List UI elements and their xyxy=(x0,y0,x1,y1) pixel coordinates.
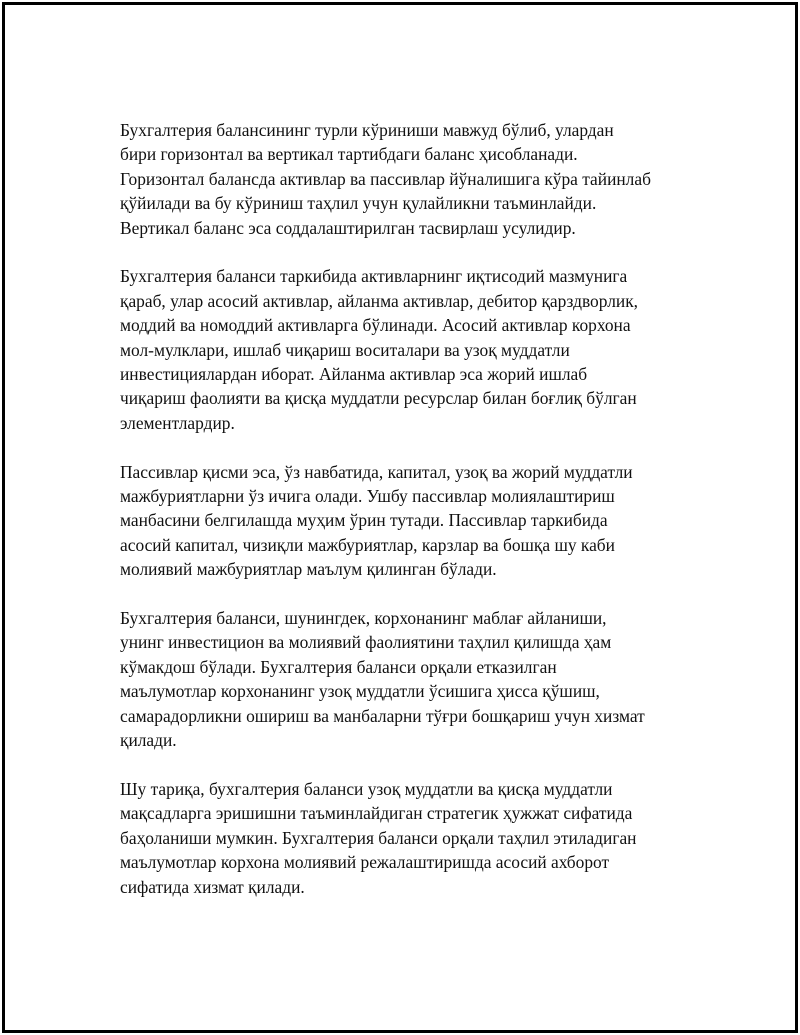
text-line: Бухгалтерия баланси таркибида активларнинг иқтисодий мазмунига xyxy=(120,266,628,287)
paragraph-1 xyxy=(120,118,700,240)
text-line: маълумотлар корхона молиявий режалаштиришда асосий ахборот xyxy=(120,852,610,873)
text-line: моддий ва номоддий активларга бўлинади. Асосий активлар корхона xyxy=(120,315,631,336)
text-line: Бухгалтерия баланси, шунингдек, корхонанинг маблағ айланиши, xyxy=(120,608,607,629)
document-page xyxy=(2,2,798,1033)
text-line: кўмакдош бўлади. Бухгалтерия баланси орқали етказилган xyxy=(120,656,557,677)
text-line: асосий капитал, чизиқли мажбуриятлар, карзлар ва бошқа шу каби xyxy=(120,534,615,555)
text-line: сифатида хизмат қилади. xyxy=(120,876,305,897)
text-line: қўйилади ва бу кўриниш таҳлил учун қулайликни таъминлайди. xyxy=(120,193,597,214)
paragraph-5 xyxy=(120,777,700,899)
text-line: Горизонтал балансда активлар ва пассивлар йўналишига кўра тайинлаб xyxy=(120,168,651,189)
text-line: мақсадларга эришишни таъминлайдиган стратегик ҳужжат сифатида xyxy=(120,803,633,824)
text-line: қараб, улар асосий активлар, айланма активлар, дебитор қарздворлик, xyxy=(120,290,638,311)
text-line: чиқариш фаолияти ва қисқа муддатли ресурслар билан боғлиқ бўлган xyxy=(120,388,637,409)
text-line: Вертикал баланс эса соддалаштирилган тасвирлаш усулидир. xyxy=(120,217,576,238)
text-line: қилади. xyxy=(120,730,177,751)
text-line: мол-мулклари, ишлаб чиқариш воситалари ва узоқ муддатли xyxy=(120,339,570,360)
paragraph-3 xyxy=(120,460,700,582)
text-line: манбасини белгилашда муҳим ўрин тутади. Пассивлар таркибида xyxy=(120,510,608,531)
text-line: мажбуриятларни ўз ичига олади. Ушбу пассивлар молиялаштириш xyxy=(120,486,615,507)
paragraph-2 xyxy=(120,264,700,435)
text-line: унинг инвестицион ва молиявий фаолиятини таҳлил қилишда ҳам xyxy=(120,632,612,653)
text-line: Пассивлар қисми эса, ўз навбатида, капитал, узоқ ва жорий муддатли xyxy=(120,461,633,482)
text-line: баҳоланиши мумкин. Бухгалтерия баланси орқали таҳлил этиладиган xyxy=(120,827,637,848)
text-line: инвестициялардан иборат. Айланма активлар эса жорий ишлаб xyxy=(120,364,588,385)
text-line: Шу тариқа, бухгалтерия баланси узоқ муддатли ва қисқа муддатли xyxy=(120,778,613,799)
text-line: элементлардир. xyxy=(120,412,235,433)
document-body xyxy=(120,118,700,923)
text-line: молиявий мажбуриятлар маълум қилинган бўлади. xyxy=(120,559,497,580)
paragraph-4 xyxy=(120,606,700,752)
text-line: маълумотлар корхонанинг узоқ муддатли ўсишига ҳисса қўшиш, xyxy=(120,681,600,702)
text-line: самарадорликни ошириш ва манбаларни тўғри бошқариш учун хизмат xyxy=(120,705,645,726)
text-line: бири горизонтал ва вертикал тартибдаги баланс ҳисобланади. xyxy=(120,144,578,165)
text-line: Бухгалтерия балансининг турли кўриниши мавжуд бўлиб, улардан xyxy=(120,120,614,140)
